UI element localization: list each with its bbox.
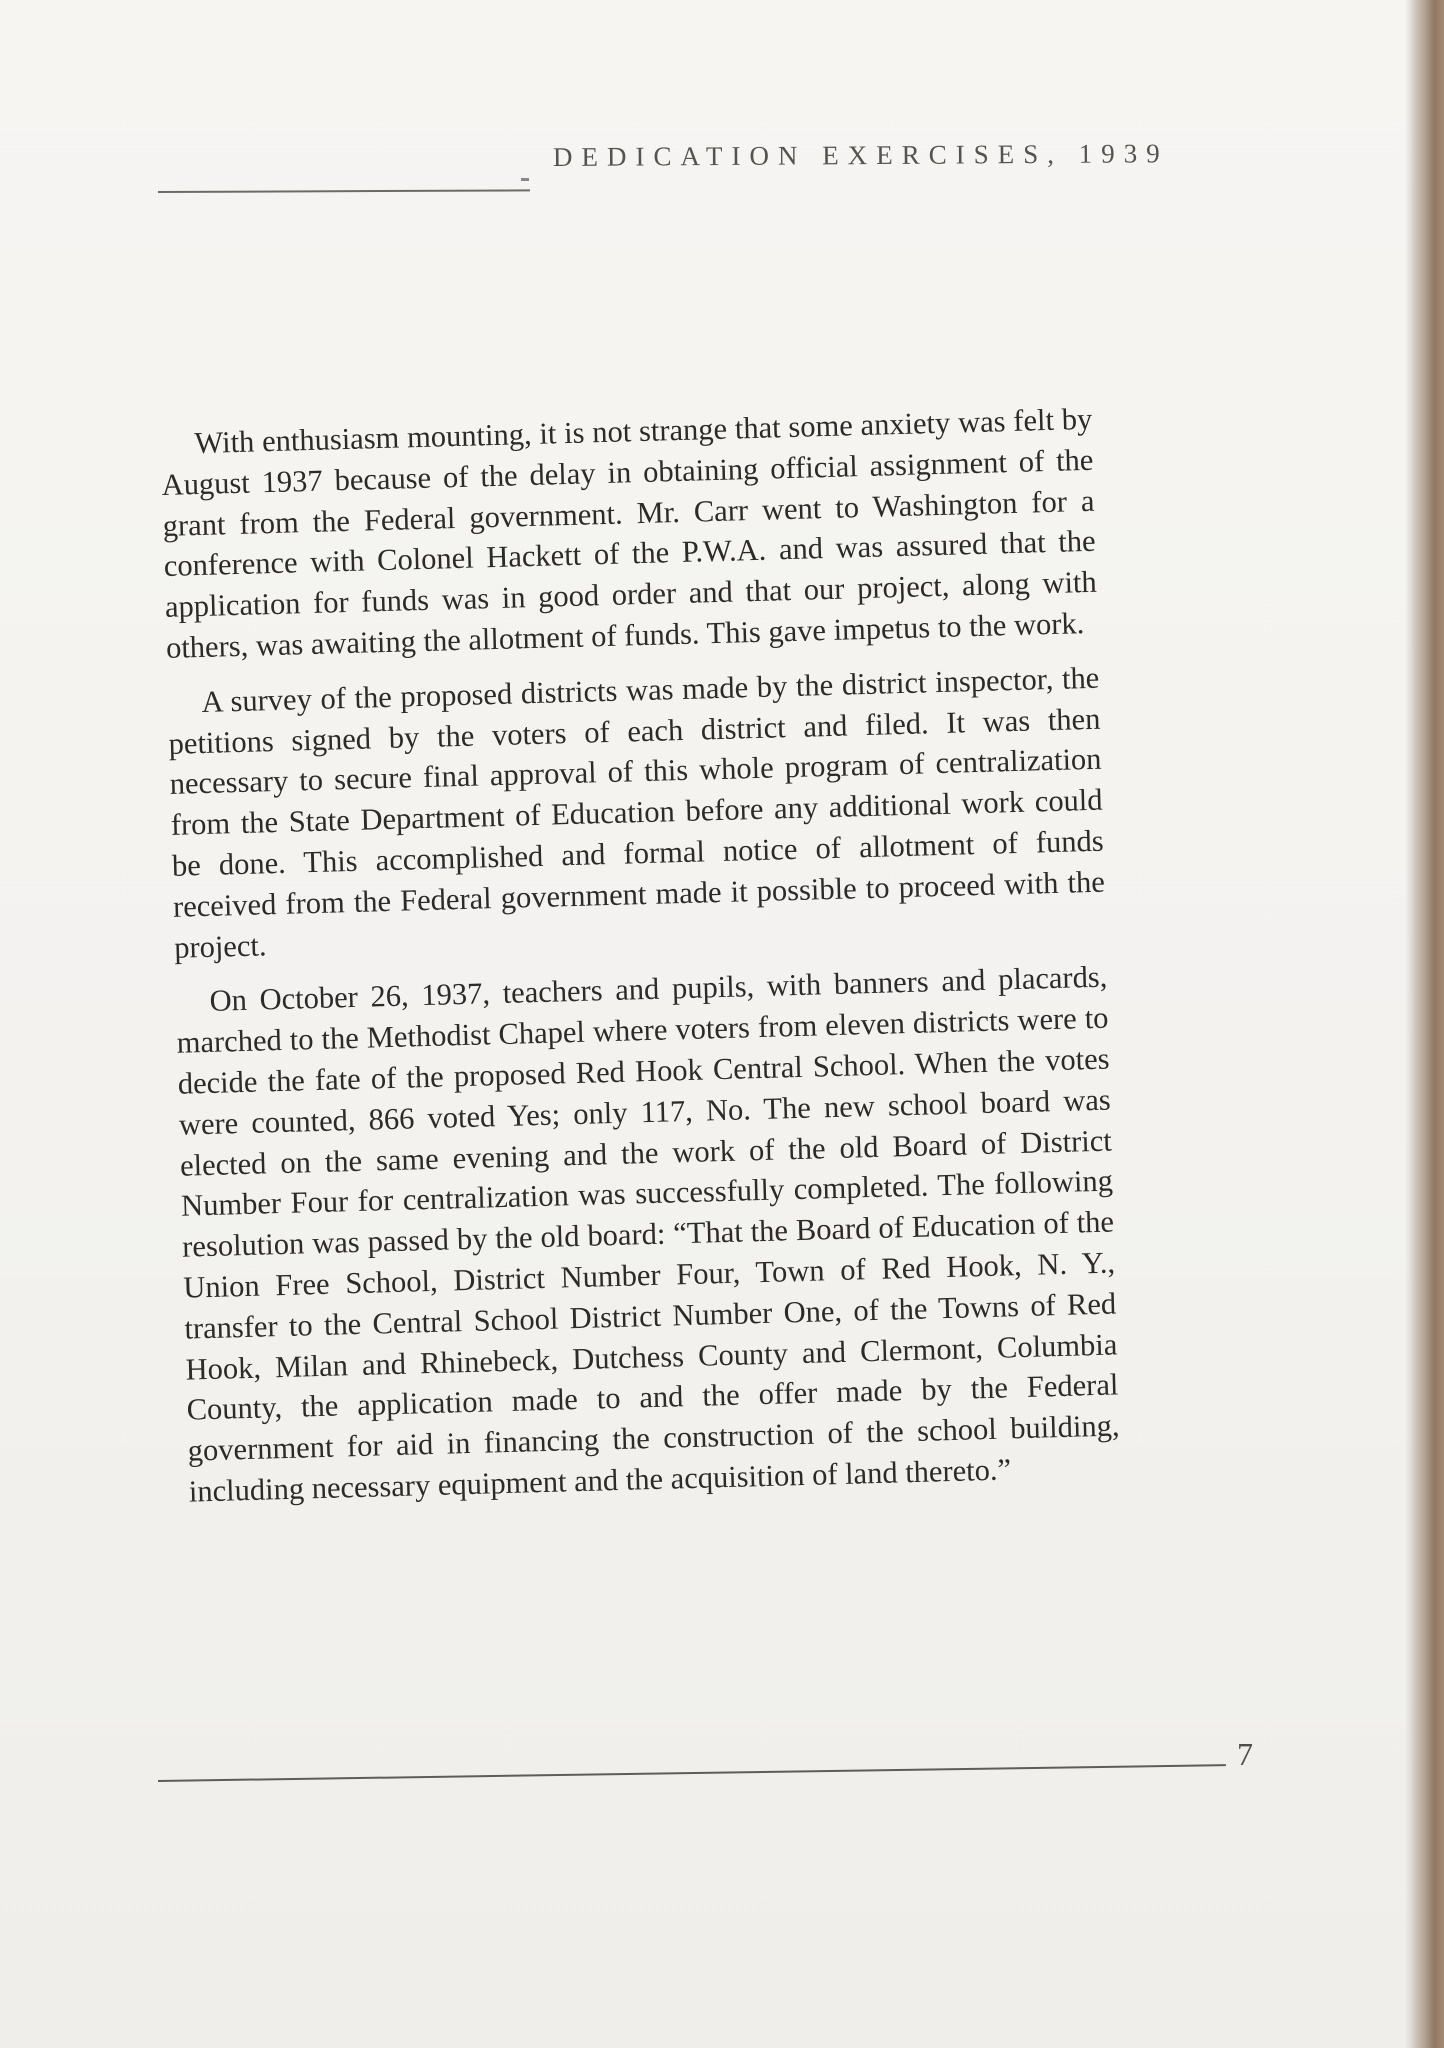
page-number: 7 [1237, 1736, 1253, 1772]
running-head: DEDICATION EXERCISES, 1939 [552, 138, 1169, 172]
book-binding-edge [1412, 0, 1444, 2048]
header-rule-tick [521, 178, 529, 181]
body-text [160, 399, 1121, 1527]
paragraph-3: On October 26, 1937, teachers and pupils, with banners and placards, marched to the Methodist Chapel where voters from eleven districts were to decide the fate of the proposed Red Hook Central School. When the votes were counted, 866 voted Yes; only 117, No. The new school board was elected on the same evening and the work of the old Board of District Number Four for centralization was successfully completed. The following resolution was passed by the old board: “That the Board of Education of the Union Free School, District Number Four, Town of Red Hook, N. Y., transfer to the Central School District Number One, of the Towns of Red Hook, Milan and Rhinebeck, Dutchess County and Clermont, Columbia County, the application made to and the offer made by the Federal government for aid in financing the construction of the school building, including necessary equipment and the acquisition of land thereto.” [176, 959, 1120, 1509]
paragraph-2: A survey of the proposed districts was made by the district inspector, the petitions signed by the voters of each district and filed. It was then necessary to secure final approval of this whole program of centralization from the State Department of Education before any additional work could be done. This accomplished and formal notice of allotment of funds received from the Federal government made it possible to proceed with the project. [168, 660, 1106, 965]
paragraph-1: With enthusiasm mounting, it is not strange that some anxiety was felt by August 1937 because of the delay in obtaining official assignment of the grant from the Federal government. Mr. Carr went to Washington for a conference with Colonel Hackett of the P.W.A. and was assured that the application for funds was in good order and that our project, along with others, was awaiting the allotment of funds. This gave impetus to the work. [161, 401, 1098, 665]
